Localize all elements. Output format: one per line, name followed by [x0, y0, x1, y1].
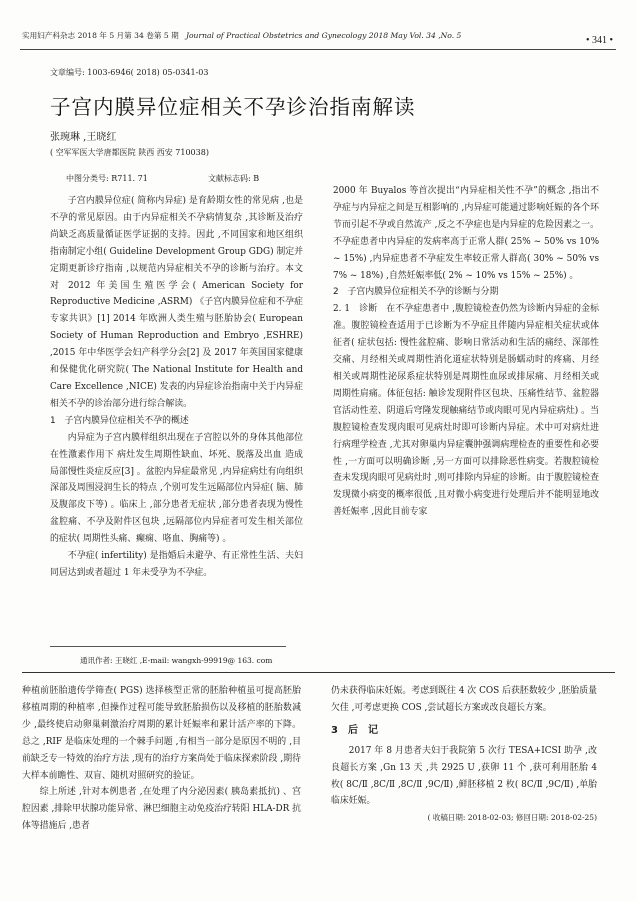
received-dates: ( 收稿日期: 2018-02-03; 修回日期: 2018-02-25) [427, 813, 597, 823]
column-right-bottom [331, 683, 597, 827]
article-number: 文章编号: 1003-6946( 2018) 05-0341-03 [50, 68, 209, 77]
section-3-heading: 3 后 记 [331, 724, 378, 736]
pgs-paragraph: 种植前胚胎遗传学筛查( PGS) 选择核型正常的胚胎种植虽可提高胚胎移植周期的种植率 ,但操作过程可能导致胚胎损伤以及移植的胚胎数减少 ,最终使启动卵巢刺激治疗周期的累计妊娠率和累计活产率的下降。总之 ,RIF 是临床处理的一个棘手问题 ,有相当一部分是原因不明的 ,目前缺乏专一特效的治疗方法 ,现有的治疗方案尚处于临床探索阶段 ,期待大样本前瞻性、双盲、随机对照研究的验证。 [22, 686, 301, 781]
column-right-top [333, 183, 599, 521]
page-divider [22, 672, 615, 673]
classification-number: 中图分类号: R711. 71 [66, 174, 148, 183]
diagnosis-paragraph: 2. 1 诊断 在不孕症患者中 ,腹腔镜检查仍然为诊断内异症的金标准。腹腔镜检查适用于已诊断为不孕症且伴随内异症相关症状或体征者( 症状包括: 慢性盆腔痛、影响日常活动和生活的痛经、深部性交痛、月经相关或周期性消化道症状特别是肠蠕动时的疼痛、月经相关或周期性泌尿系症状特别是周期性血尿或排尿痛、月经相关或周期性肩痛。体征包括: 触诊发现附件区包块、压痛性结节、盆腔器官活动性差、阴道后穹隆发现触痛结节或肉眼可见内异症病灶) 。当腹腔镜检查发现肉眼可见病灶时即可诊断内异症。术中可对病灶进行病理学检查 ,尤其对卵巢内异症囊肿强调病理检查的重要性和必要性 ,一方面可以明确诊断 ,另一方面可以排除恶性病变。若腹腔镜检查未发现肉眼可见病灶时 ,则可排除内异症的诊断。由于腹腔镜检查发现微小病变的概率很低 ,且对微小病变进行处理后并不能明显地改善妊娠率 ,因此目前专家 [333, 304, 599, 518]
intro-paragraph: 子宫内膜异位症( 简称内异症) 是育龄期女性的常见病 ,也是不孕的常见原因。由于内异症相关不孕病情复杂 ,其诊断及治疗尚缺乏高质量循证医学证据的支持。因此 ,不同国家和地区组织指南制定小组( Guideline Development Group GDG) 制定并定期更新诊疗指南 ,以规范内异症相关不孕的诊断与治疗。本文对 2012 年美国生殖医学会( American Society for Reproductive Medicine ,ASRM) 《子宫内膜异位症和不孕症专家共识》[1] 2014 年欧洲人类生殖与胚胎协会( European Society of Human Reproduction and Embryo ,ESHRE) ,2015 年中华医学会妇产科学分会[2] 及 2017 年英国国家健康和保健优化研究院( The National Institute for Health and Care Excellence ,NICE) 发表的内异症诊治指南中关于内异症相关不孕的诊治部分进行综合解读。 [50, 196, 303, 409]
running-header [22, 31, 462, 41]
summary-paragraph: 综上所述 ,针对本例患者 ,在处理了内分泌因素( 胰岛素抵抗) 、宫腔因素 ,排除甲状腺功能异常、淋巴细胞主动免疫治疗转阳 HLA-DR 抗体等措施后 ,患者 [22, 787, 301, 832]
page-number: • 341 • [585, 35, 613, 46]
journal-cn: 实用妇产科杂志 2018 年 5 月第 34 卷第 5 期 [22, 31, 179, 40]
postscript-paragraph: 2017 年 8 月患者夫妇于我院第 5 次行 TESA+ICSI 助孕 ,改良超长方案 ,Gn 13 天 ,共 2925 U ,获卵 11 个 ,获可利用胚胎 4 枚( 8C/Ⅱ ,8C/Ⅱ ,8C/Ⅱ ,9C/Ⅱ) ,鲜胚移植 2 枚( 8C/Ⅱ ,9C/Ⅱ) ,单胎临床妊娠。 [331, 745, 597, 807]
section-1-paragraph: 内异症为子宫内膜样组织出现在子宫腔以外的身体其他部位 在性激素作用下 病灶发生周期性缺血、坏死、脱落及出血 造成局部慢性炎症反应[3] 。盆腔内异症最常见 ,内异症病灶有向组织深部及周围浸润生长的特点 ,个别可发生远隔部位内异症( 脑、肺及腹部皮下等) 。临床上 ,部分患者无症状 ,部分患者表现为慢性盆腔痛、不孕及附件区包块 ,远隔部位内异症者可发生相关部位的症状( 周期性头痛、癫痫、咯血、胸痛等) 。 [50, 432, 303, 545]
header-rule [20, 49, 616, 50]
authors: 张琬琳 ,王晓红 [50, 132, 117, 143]
buyalos-paragraph: 2000 年 Buyalos 等首次提出“内异症相关性不孕”的概念 ,指出不孕症与内异症之间是互相影响的 ,内异症可能通过影响妊娠的各个环节而引起不孕或自然流产 ,反之不孕症也是内异症的危险因素之一。不孕症患者中内异症的发病率高于正常人群( 25% ~ 50% vs 10% ~ 15%) ,内异症患者不孕症发生率较正常人群高( 30% ~ 50% vs 7% ~ 18%) ,自然妊娠率低( 2% ~ 10% vs 15% ~ 25%) 。 [333, 186, 599, 281]
footnote-rule [50, 646, 286, 647]
column-left-top [50, 193, 303, 582]
column-left-bottom [22, 683, 301, 835]
corresponding-author: 通讯作者: 王晓红 ,E-mail: wangxh-99919@ 163. com [80, 656, 273, 665]
article-title: 子宫内膜异位症相关不孕诊治指南解读 [50, 95, 416, 119]
journal-en: Journal of Practical Obstetrics and Gynecology 2018 May Vol. 34 ,No. 5 [185, 31, 462, 40]
infertility-definition: 不孕症( infertility) 是指婚后未避孕、有正常性生活、夫妇同居达到或者超过 1 年未受孕为不孕症。 [50, 551, 303, 578]
document-code: 文献标志码: B [208, 174, 260, 183]
section-2-heading: 2 子宫内膜异位症相关不孕的诊断与分期 [333, 287, 499, 298]
cos-paragraph: 仍未获得临床妊娠。考虑到既往 4 次 COS 后获胚数较少 ,胚胎质量欠佳 ,可考虑更换 COS ,尝试超长方案或改良超长方案。 [331, 686, 597, 713]
affiliation: ( 空军军医大学唐都医院 陕西 西安 710038) [50, 148, 209, 157]
section-1-heading: 1 子宫内膜异位症相关不孕的概述 [50, 415, 189, 426]
